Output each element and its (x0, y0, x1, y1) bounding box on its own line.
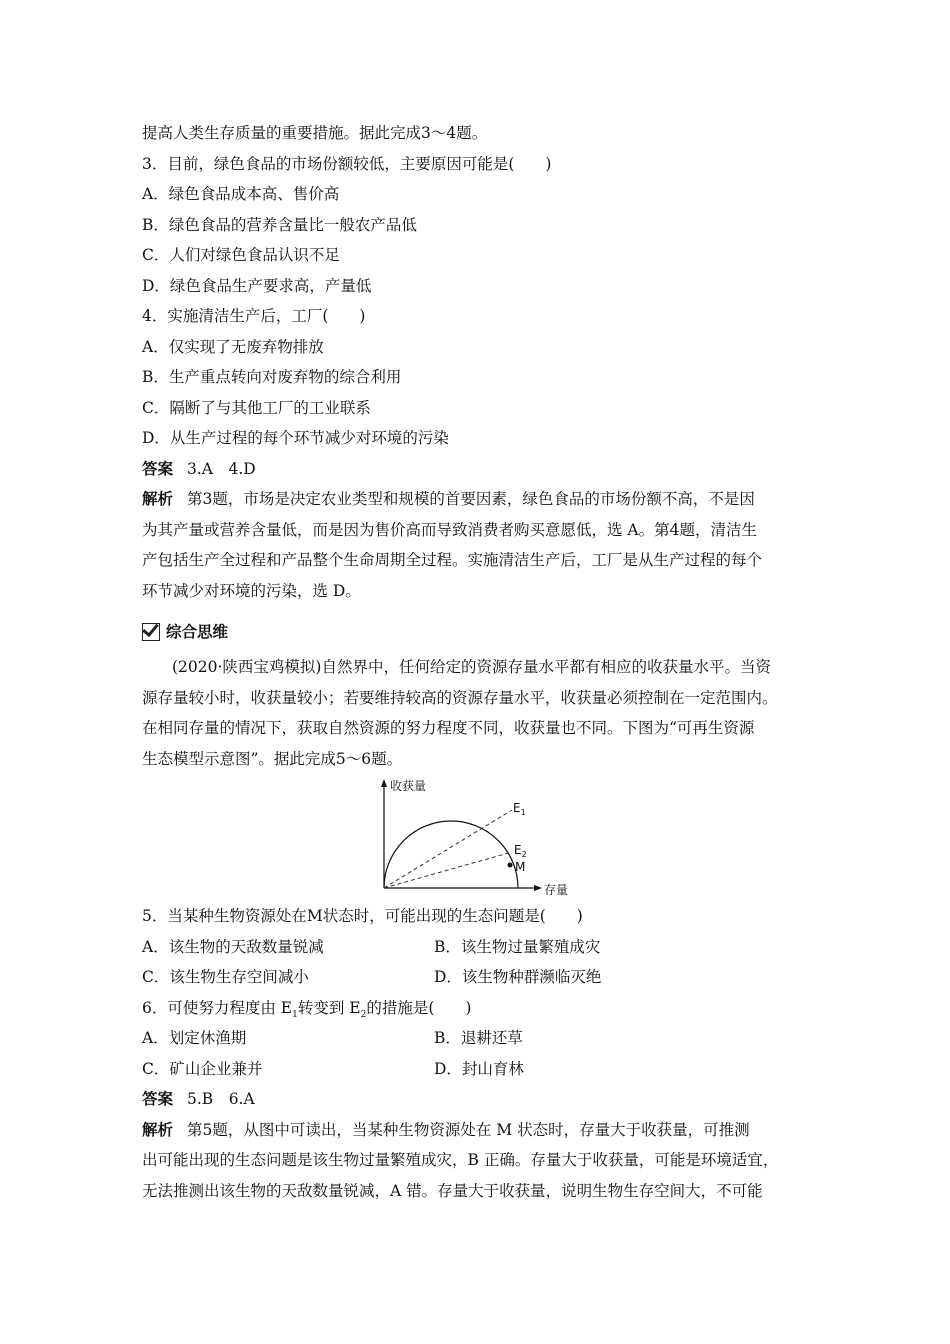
analysis-line: 无法推测出该生物的天敌数量锐减，A 错。存量大于收获量，说明生物生存空间大，不可能 (142, 1181, 763, 1200)
q4-option-b: B．生产重点转向对废弃物的综合利用 (142, 368, 402, 386)
answer-2 (142, 1084, 822, 1115)
analysis-line: 为其产量或营养含量低，而是因为售价高而导致消费者购买意愿低，选 A。第4题，清洁生 (142, 520, 757, 539)
passage-line: 在相同存量的情况下，获取自然资源的努力程度不同，收获量也不同。下图为“可再生资源 (142, 719, 755, 737)
answer-text: 3.A 4.D (187, 459, 256, 478)
q6-option-a: A．划定休渔期 (142, 1029, 247, 1047)
passage-line: (2020·陕西宝鸡模拟)自然界中，任何给定的资源存量水平都有相应的收获量水平。当资 (172, 658, 771, 676)
answer-label: 答案 (142, 459, 174, 478)
q6-option-b: B．退耕还草 (434, 1029, 523, 1047)
q5-option-b: B．该生物过量繁殖成灾 (434, 937, 601, 956)
e1-label: $E_1$ (513, 801, 526, 817)
q3-option-c: C．人们对绿色食品认识不足 (142, 246, 340, 264)
analysis-1 (142, 484, 822, 606)
q3-option-a: A．绿色食品成本高、售价高 (142, 185, 340, 203)
answer-1 (142, 454, 822, 485)
question-3 (142, 149, 822, 302)
q3-option-d: D．绿色食品生产要求高，产量低 (142, 276, 372, 295)
y-axis-arrow-icon (381, 779, 387, 787)
q5-stem: 5．当某种生物资源处在M状态时，可能出现的生态问题是( ) (142, 907, 583, 925)
passage-line: 生态模型示意图”。据此完成5～6题。 (142, 749, 403, 768)
q3-option-b: B．绿色食品的营养含量比一般农产品低 (142, 215, 417, 234)
q5-option-c: C．该生物生存空间减小 (142, 968, 309, 986)
y-axis-label: 收获量 (390, 779, 427, 793)
passage (142, 652, 822, 774)
x-axis-label: 存量 (544, 883, 569, 897)
document-page (142, 118, 822, 1206)
m-label: M (515, 860, 526, 874)
analysis-line: 第3题，市场是决定农业类型和规模的首要因素，绿色食品的市场份额不高，不是因 (187, 490, 755, 508)
q3-stem: 3．目前，绿色食品的市场份额较低，主要原因可能是( ) (142, 154, 552, 173)
effort-line-e2 (384, 852, 512, 888)
analysis-line: 第5题，从图中可读出，当某种生物资源处在 M 状态时，存量大于收获量，可推测 (187, 1120, 750, 1139)
analysis-line: 环节减少对环境的污染，选 D。 (142, 581, 361, 600)
resource-model-figure (142, 776, 822, 901)
yield-curve (384, 821, 518, 888)
answer-label: 答案 (142, 1090, 174, 1108)
point-m (508, 863, 513, 868)
answer-text: 5.B 6.A (187, 1090, 255, 1108)
effort-line-e1 (384, 810, 512, 888)
q4-stem: 4．实施清洁生产后，工厂( ) (142, 307, 366, 325)
analysis-label: 解析 (142, 1120, 174, 1139)
section-title: 综合思维 (166, 623, 229, 641)
q5-option-d: D．该生物种群濒临灭绝 (434, 968, 602, 986)
q6-option-d: D．封山育林 (434, 1059, 524, 1078)
passage-line: 源存量较小时，收获量较小；若要维持较高的资源存量水平，收获量必须控制在一定范围内。 (142, 688, 778, 707)
question-4 (142, 301, 822, 454)
checkbox-icon (142, 623, 160, 641)
q5-option-a: A．该生物的天敌数量锐减 (142, 937, 324, 956)
x-axis-arrow-icon (534, 885, 542, 891)
intro-tail: 提高人类生存质量的重要措施。据此完成3～4题。 (142, 124, 488, 142)
e2-label: $E_2$ (514, 843, 527, 859)
q4-option-a: A．仅实现了无废弃物排放 (142, 337, 324, 356)
analysis-2 (142, 1115, 822, 1207)
analysis-label: 解析 (142, 490, 174, 508)
question-6 (142, 993, 822, 1085)
question-5 (142, 901, 822, 993)
q4-option-d: D．从生产过程的每个环节减少对环境的污染 (142, 429, 449, 447)
q4-option-c: C．隔断了与其他工厂的工业联系 (142, 398, 371, 417)
analysis-line: 出可能出现的生态问题是该生物过量繁殖成灾，B 正确。存量大于收获量，可能是环境适宜， (142, 1151, 779, 1169)
section-header (142, 612, 822, 652)
resource-model-diagram (372, 776, 592, 901)
q6-option-c: C．矿山企业兼并 (142, 1059, 263, 1078)
q6-stem: 6．可使努力程度由 $E_1$转变到 $E_2$的措施是( ) (142, 998, 472, 1020)
analysis-line: 产包括生产全过程和产品整个生命周期全过程。实施清洁生产后，工厂是从生产过程的每个 (142, 551, 763, 569)
